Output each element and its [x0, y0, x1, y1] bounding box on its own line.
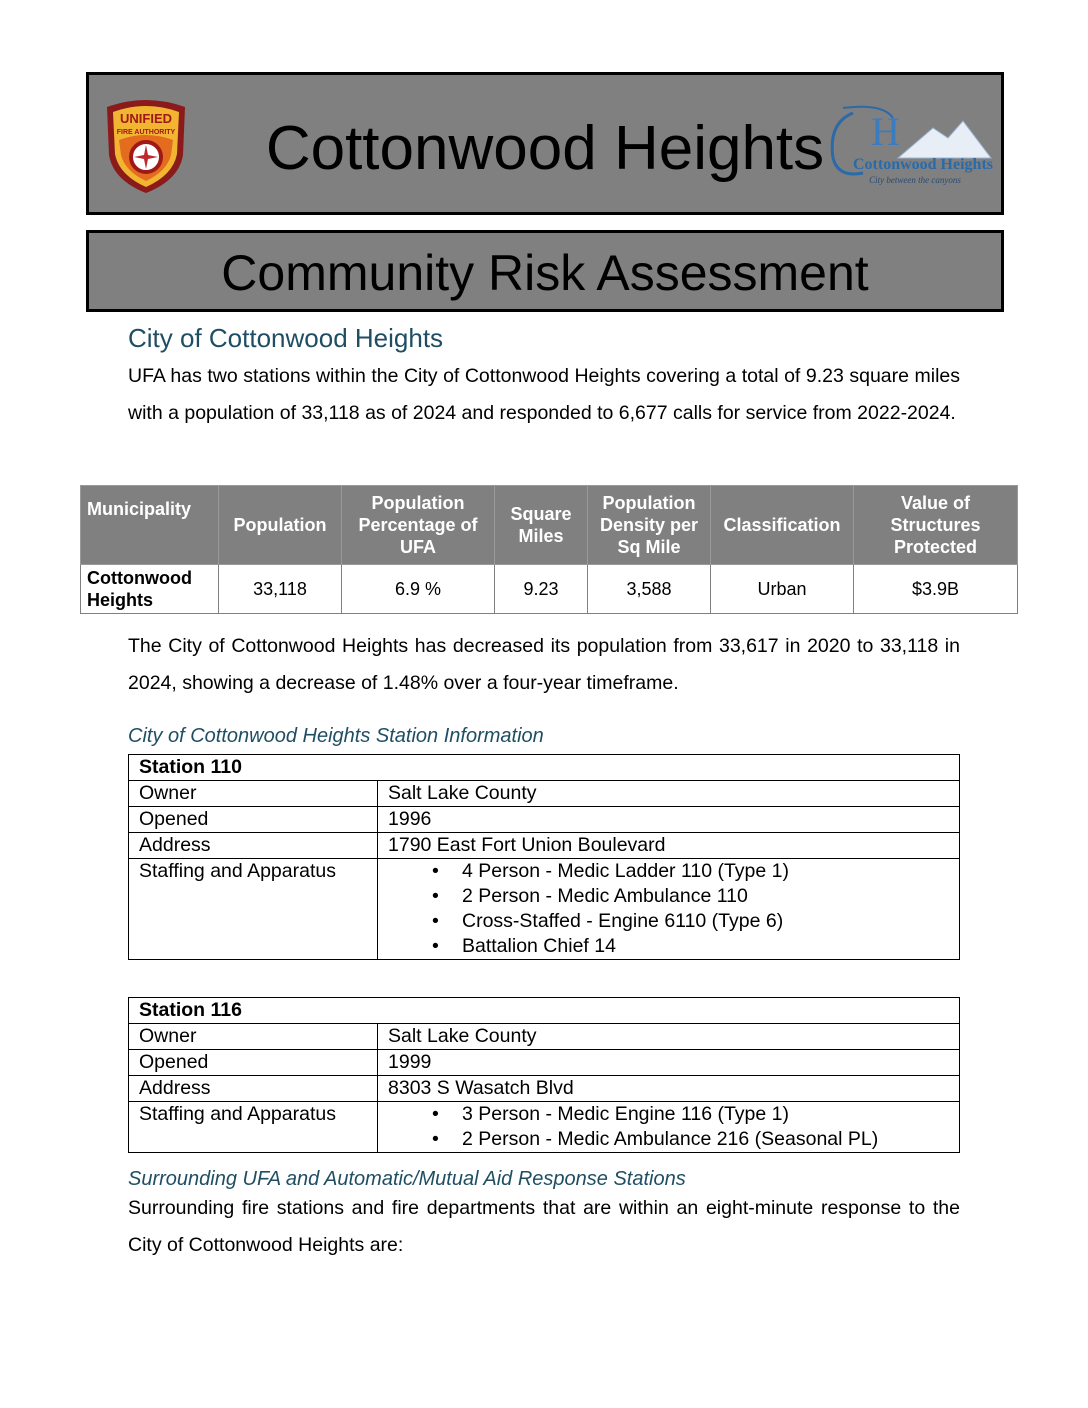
list-item: • 3 Person - Medic Engine 116 (Type 1): [432, 1102, 949, 1127]
cell-square-miles: 9.23: [495, 565, 588, 614]
column-header: Square Miles: [495, 486, 588, 565]
list-item: • 2 Person - Medic Ambulance 110: [432, 884, 949, 909]
station-name: Station 116: [129, 998, 960, 1024]
svg-text:Cottonwood Heights: Cottonwood Heights: [852, 156, 993, 173]
cell-structure-value: $3.9B: [854, 565, 1018, 614]
address-value: 1790 East Fort Union Boulevard: [378, 833, 960, 859]
intro-paragraph: UFA has two stations within the City of Cottonwood Heights covering a total of 9.23 square miles with a population of 33,118 as of 2024 and responded to 6,677 calls for service from 2022-2024.: [128, 365, 960, 424]
municipality-table: [80, 485, 1018, 614]
surrounding-heading: Surrounding UFA and Automatic/Mutual Aid Response Stations: [128, 1168, 686, 1190]
document-subtitle: Community Risk Assessment: [221, 245, 869, 301]
cottonwood-heights-logo-icon: [823, 103, 993, 193]
address-label: Address: [129, 1076, 378, 1102]
column-header: Municipality: [81, 486, 219, 565]
column-header: Population Percentage of UFA: [342, 486, 495, 565]
staffing-list: [388, 1102, 949, 1152]
owner-value: Salt Lake County: [378, 781, 960, 807]
address-value: 8303 S Wasatch Blvd: [378, 1076, 960, 1102]
cell-classification: Urban: [711, 565, 854, 614]
list-item: • 4 Person - Medic Ladder 110 (Type 1): [432, 859, 949, 884]
title-banner: [86, 72, 1004, 215]
column-header: Value of Structures Protected: [854, 486, 1018, 565]
cell-density: 3,588: [588, 565, 711, 614]
svg-text:H: H: [871, 109, 900, 154]
staffing-list: [388, 859, 949, 959]
surrounding-paragraph: Surrounding fire stations and fire departments that are within an eight-minute response to the City of Cottonwood Heights are:: [128, 1197, 960, 1256]
list-item: • Cross-Staffed - Engine 6110 (Type 6): [432, 909, 949, 934]
column-header: Population: [219, 486, 342, 565]
owner-label: Owner: [129, 781, 378, 807]
population-note: The City of Cottonwood Heights has decreased its population from 33,617 in 2020 to 33,118 in 2024, showing a decrease of 1.48% over a four-year timeframe.: [128, 635, 960, 694]
svg-text:FIRE AUTHORITY: FIRE AUTHORITY: [116, 129, 176, 136]
svg-text:City between the canyons: City between the canyons: [869, 175, 961, 185]
cell-municipality: Cottonwood Heights: [81, 565, 219, 614]
station-110-table: [128, 754, 960, 960]
list-item: • Battalion Chief 14: [432, 934, 949, 959]
section-heading: City of Cottonwood Heights: [128, 323, 444, 353]
table-row: [81, 565, 1018, 614]
station-info-heading: City of Cottonwood Heights Station Information: [128, 725, 544, 747]
opened-value: 1999: [378, 1050, 960, 1076]
column-header: Classification: [711, 486, 854, 565]
owner-label: Owner: [129, 1024, 378, 1050]
cell-population: 33,118: [219, 565, 342, 614]
city-title: Cottonwood Heights: [265, 114, 825, 183]
station-name: Station 110: [129, 755, 960, 781]
svg-text:UNIFIED: UNIFIED: [120, 111, 172, 126]
list-item: • 2 Person - Medic Ambulance 216 (Seasonal PL): [432, 1127, 949, 1152]
staffing-list-cell: [378, 1102, 960, 1153]
table-header-row: [81, 486, 1018, 565]
opened-value: 1996: [378, 807, 960, 833]
opened-label: Opened: [129, 807, 378, 833]
owner-value: Salt Lake County: [378, 1024, 960, 1050]
staffing-label: Staffing and Apparatus: [129, 1102, 378, 1153]
staffing-list-cell: [378, 859, 960, 960]
subtitle-banner: [86, 230, 1004, 312]
column-header: Population Density per Sq Mile: [588, 486, 711, 565]
staffing-label: Staffing and Apparatus: [129, 859, 378, 960]
address-label: Address: [129, 833, 378, 859]
opened-label: Opened: [129, 1050, 378, 1076]
cell-population-percentage: 6.9 %: [342, 565, 495, 614]
station-116-table: [128, 997, 960, 1153]
